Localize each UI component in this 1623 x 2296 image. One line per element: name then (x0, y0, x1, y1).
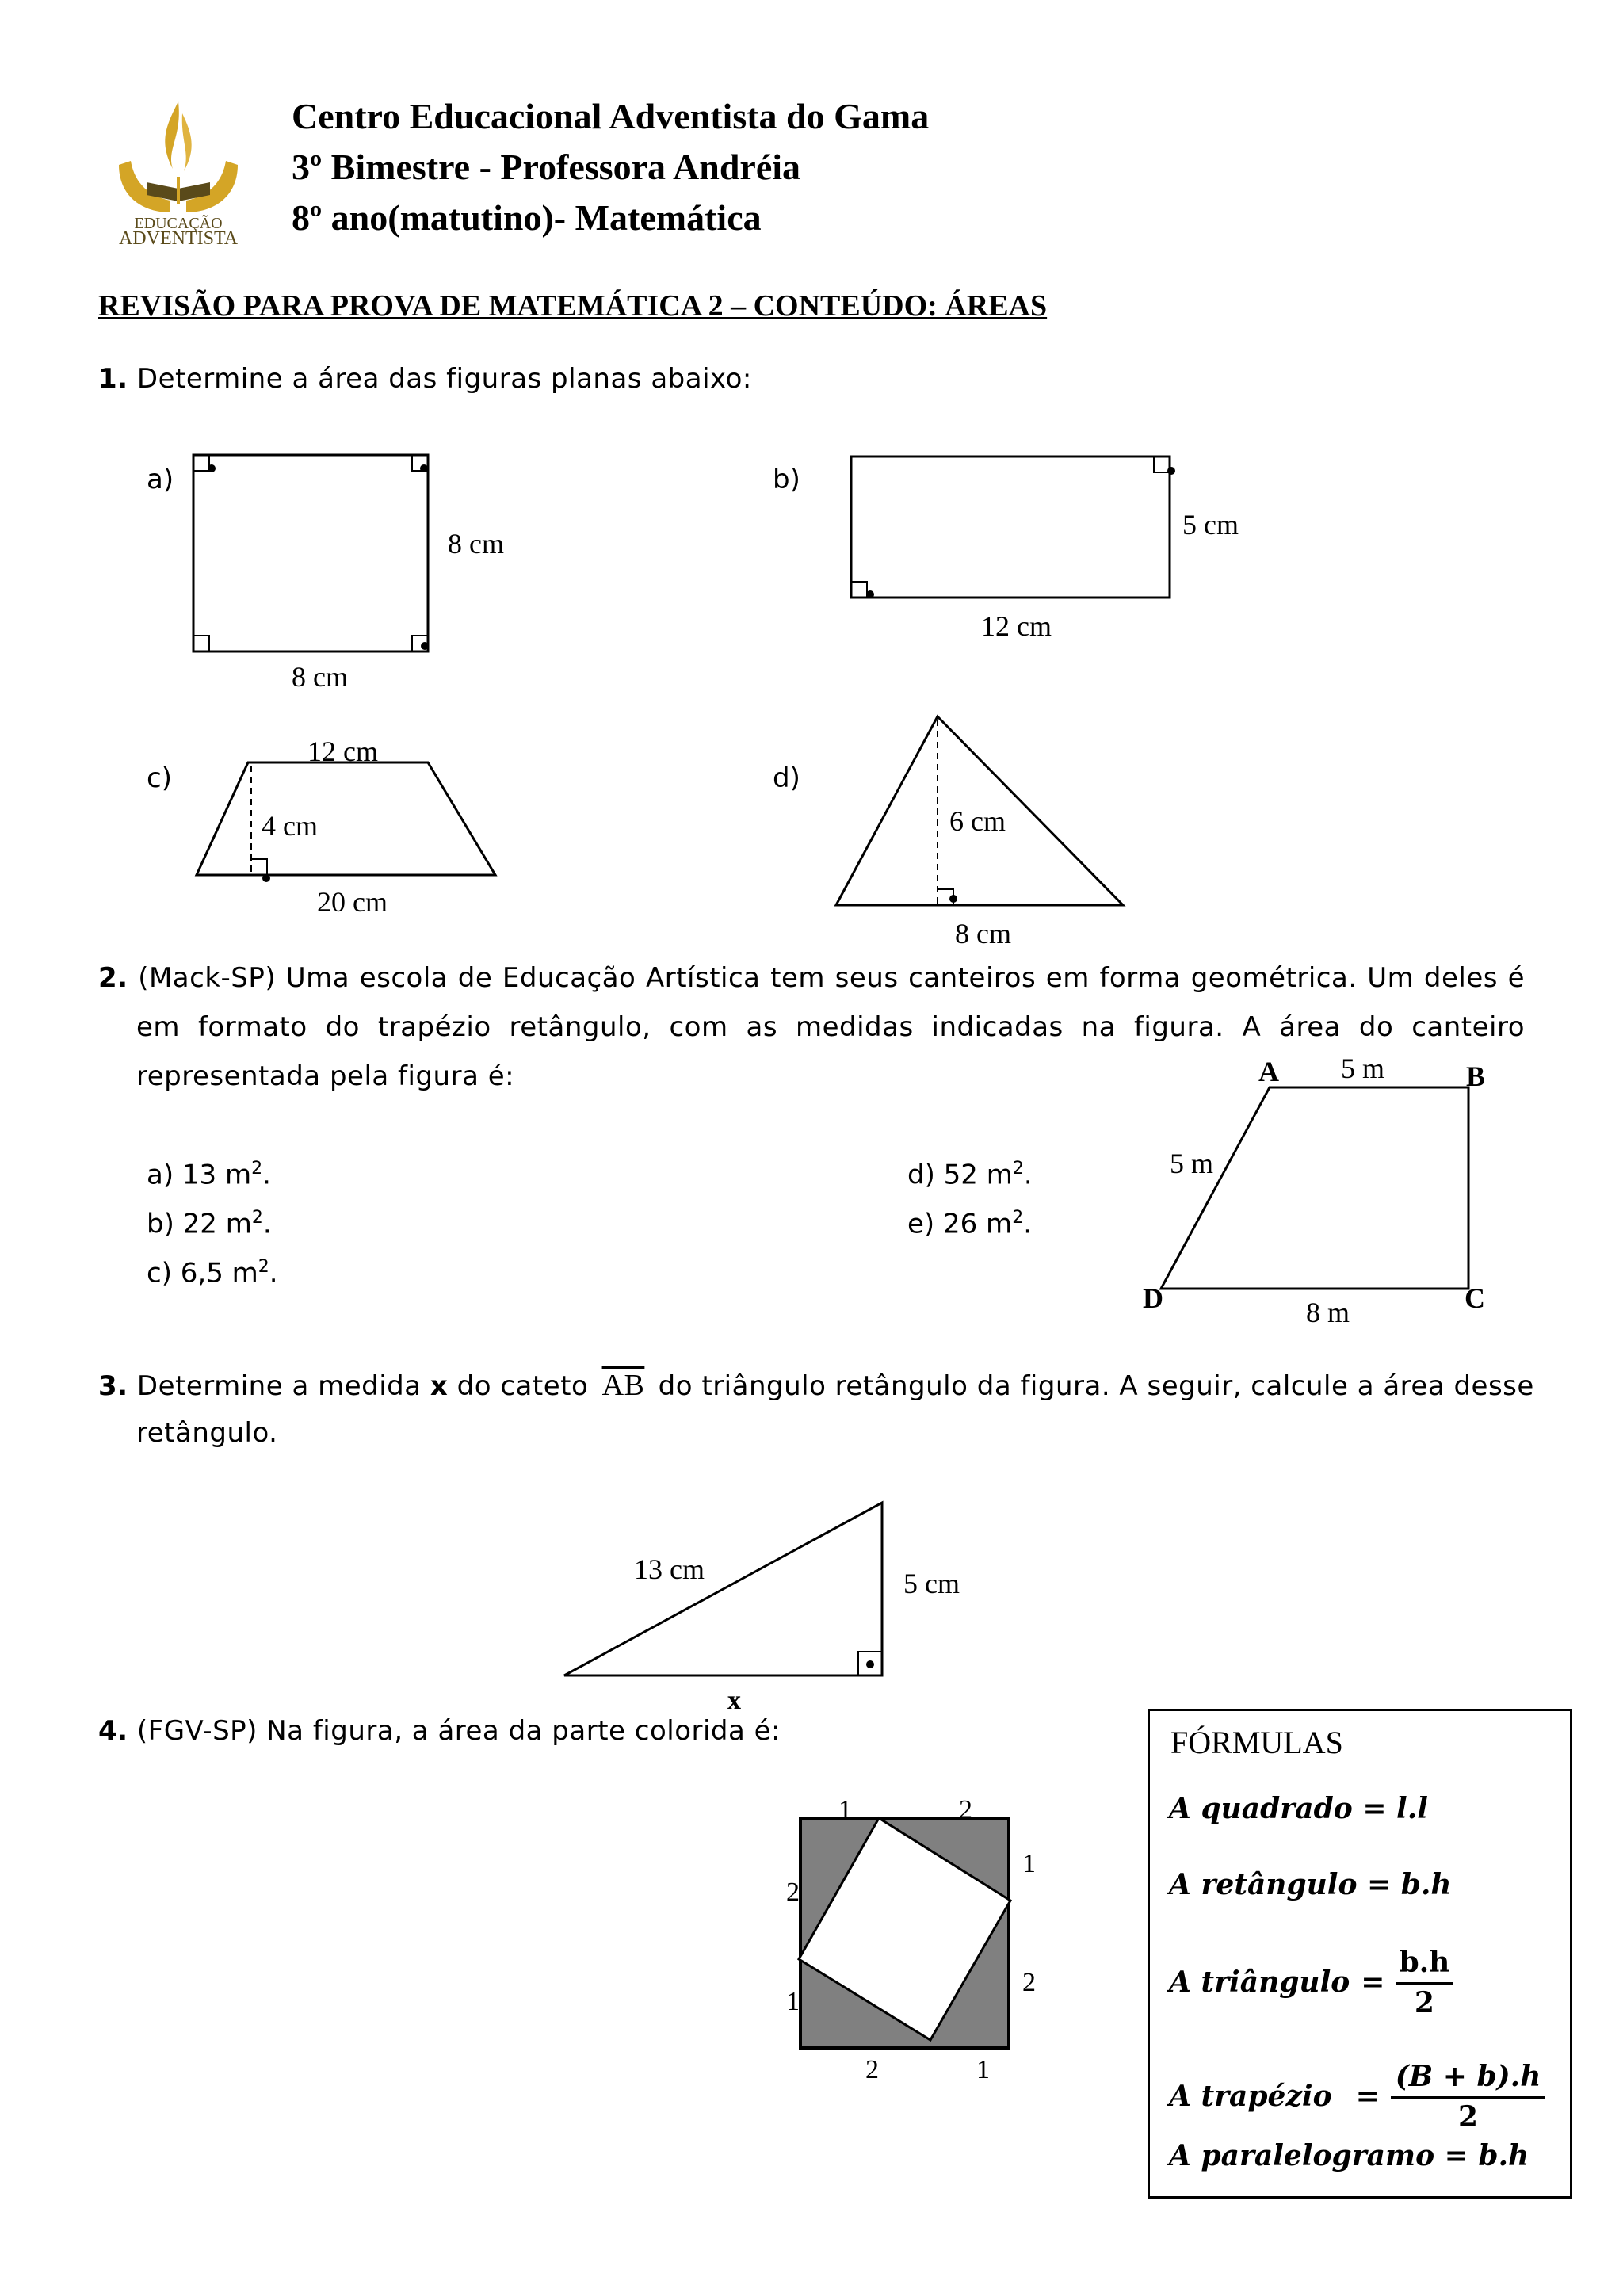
q2-trapezoid-figure (1125, 1046, 1490, 1331)
q1c-top: 12 cm (307, 735, 378, 767)
q2-vertex-c: C (1465, 1282, 1485, 1314)
q3-triangle-figure (547, 1490, 960, 1715)
q1-text (98, 363, 752, 395)
q1c-height: 4 cm (262, 810, 318, 842)
q2-option-a[interactable]: a) 13 $m^2$. (147, 1159, 271, 1191)
q1a-side-bottom: 8 cm (292, 661, 348, 693)
header-line-3: 8º ano(matutino)- Matemática (292, 197, 762, 238)
q1d-triangle-figure (824, 705, 1157, 959)
q2-option-e[interactable]: e) 26 $m^2$. (907, 1208, 1032, 1240)
formula-quadrado: A quadrado = l.l (1169, 1792, 1428, 1825)
q1b-label: b) (773, 464, 800, 495)
q3-segment-ab: $\overline{AB}$ (601, 1369, 645, 1402)
q2-option-d[interactable]: d) 52 $m^2$. (907, 1159, 1033, 1191)
q2-line-1 (98, 962, 1525, 994)
q1b-base: 12 cm (981, 610, 1052, 642)
formula-trapezio: A trapézio = (B + b).h 2 (1169, 2057, 1545, 2136)
q4-right-top-length: 1 (1022, 1849, 1036, 1878)
q2-line-1-text: (Mack-SP) Uma escola de Educação Artística tem seus canteiros em forma geométrica. Um deles é (138, 962, 1525, 994)
q1b-rectangle-figure (840, 444, 1284, 658)
q2-vertex-a: A (1258, 1056, 1279, 1087)
header-line-1: Centro Educacional Adventista do Gama (292, 96, 930, 136)
q4-square-figure (777, 1783, 1062, 2084)
q2-option-c[interactable]: c) 6,5 $m^2$. (147, 1257, 278, 1289)
q4-text (98, 1715, 781, 1747)
q2-slant-length: 5 m (1170, 1148, 1214, 1179)
q2-number: 2. (98, 962, 128, 994)
q2-top-length: 5 m (1341, 1052, 1385, 1084)
q1d-base: 8 cm (955, 918, 1011, 949)
q2-line-2: em formato do trapézio retângulo, com as medidas indicadas na figura. A área do canteiro (136, 1011, 1525, 1043)
page-title: REVISÃO PARA PROVA DE MATEMÁTICA 2 – CONTEÚDO: ÁREAS (98, 289, 1048, 323)
q1-number: 1. (98, 363, 128, 395)
q1c-label: c) (147, 762, 172, 794)
logo (103, 94, 254, 249)
logo-emblem (103, 94, 254, 249)
q1d-label: d) (773, 762, 800, 794)
q4-right-bottom-length: 2 (1022, 1968, 1036, 1997)
q3-hypotenuse: 13 cm (634, 1553, 705, 1585)
q3-number: 3. (98, 1370, 128, 1402)
q1-prompt: Determine a área das figuras planas abaixo: (136, 363, 752, 395)
q1b-height: 5 cm (1182, 509, 1239, 541)
header-line-2: 3º Bimestre - Professora Andréia (292, 147, 801, 187)
q1c-base: 20 cm (317, 886, 388, 918)
q4-left-top-length: 2 (786, 1878, 800, 1907)
q1a-label: a) (147, 464, 174, 495)
q4-bottom-right-length: 1 (976, 2055, 990, 2084)
q1d-height: 6 cm (949, 805, 1006, 837)
logo-text-2: ADVENTISTA (118, 228, 239, 249)
q2-bottom-length: 8 m (1306, 1297, 1350, 1328)
formula-retangulo: A retângulo = b.h (1169, 1868, 1452, 1901)
q2-line-3: representada pela figura é: (136, 1060, 515, 1092)
q4-number: 4. (98, 1715, 128, 1747)
q3-x: x (430, 1370, 449, 1402)
q3-line-1: 3. Determine a medida x do cateto $\overline{AB}$ do triângulo retângulo da figura. A seguir, calcule a área desse (98, 1369, 1534, 1402)
q1a-square-figure (182, 444, 515, 705)
q2-vertex-d: D (1143, 1282, 1163, 1314)
formula-triangulo: A triângulo = b.h 2 (1169, 1943, 1453, 2022)
q4-left-bottom-length: 1 (786, 1987, 800, 2016)
q3-line-2: retângulo. (136, 1417, 278, 1449)
q4-bottom-left-length: 2 (865, 2055, 879, 2084)
logo-text-1: EDUCAÇÃO (134, 215, 223, 232)
q2-vertex-b: B (1466, 1060, 1486, 1092)
q4-top-left-length: 1 (838, 1795, 852, 1824)
q4-prompt: (FGV-SP) Na figura, a área da parte colorida é: (136, 1715, 781, 1747)
q3-leg: 5 cm (903, 1568, 960, 1599)
formulas-box (1148, 1709, 1572, 2199)
q2-option-b[interactable]: b) 22 $m^2$. (147, 1208, 272, 1240)
formula-paralelogramo: A paralelogramo = b.h (1169, 2139, 1529, 2172)
formulas-title: FÓRMULAS (1170, 1725, 1343, 1760)
q1c-trapezoid-figure (182, 729, 515, 919)
q3-x-label: x (727, 1686, 741, 1715)
q4-top-right-length: 2 (959, 1795, 972, 1824)
q1a-side-right: 8 cm (448, 528, 504, 560)
